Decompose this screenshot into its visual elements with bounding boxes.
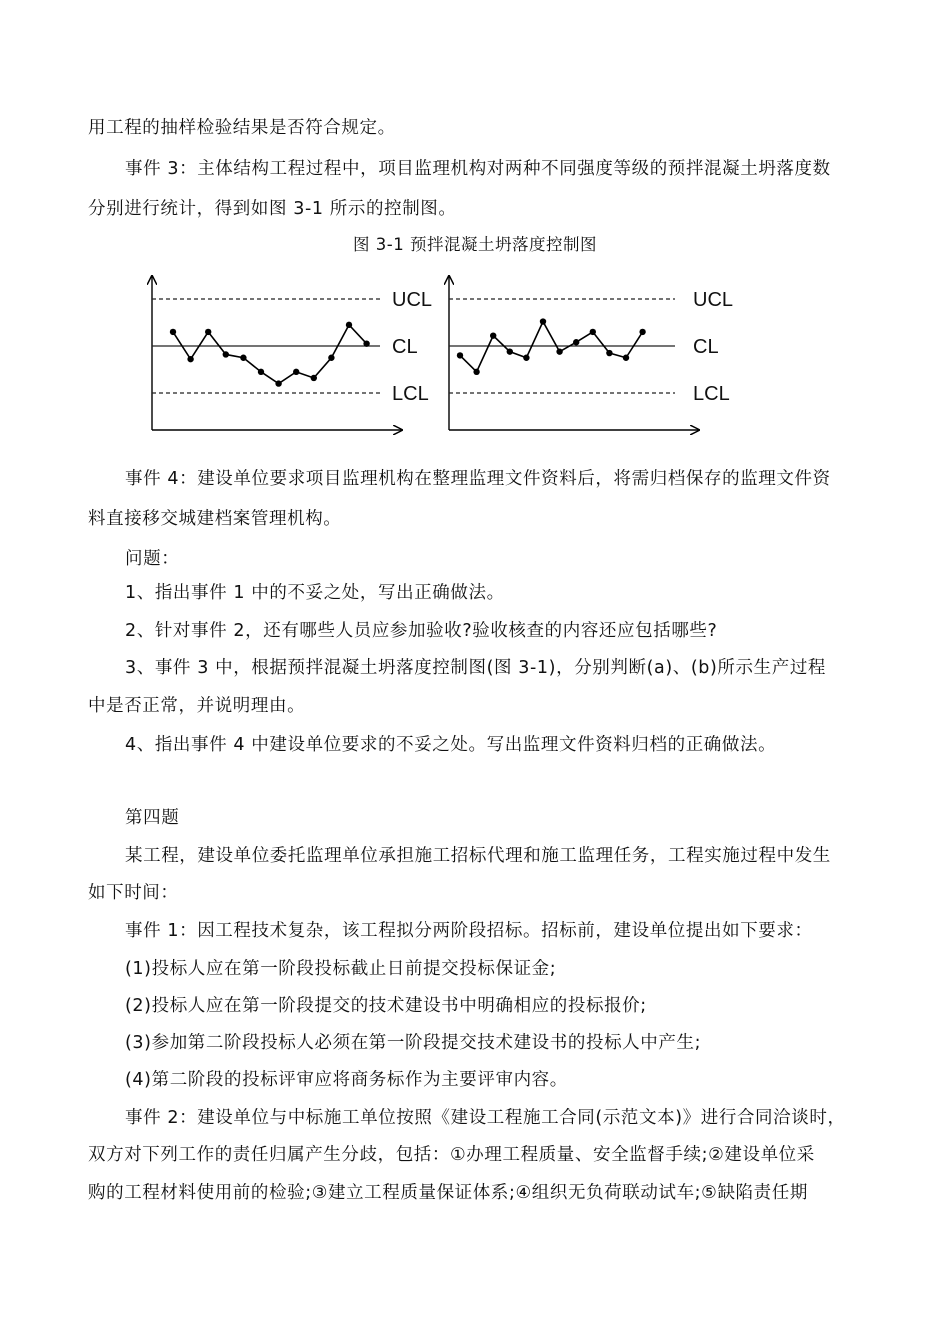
question-item: 2、针对事件 2，还有哪些人员应参加验收?验收核查的内容还应包括哪些? bbox=[125, 621, 718, 641]
ucl-label: UCL bbox=[693, 289, 734, 311]
data-point bbox=[540, 318, 546, 324]
list-item: (4)第二阶段的投标评审应将商务标作为主要评审内容。 bbox=[125, 1070, 568, 1090]
data-point bbox=[328, 355, 334, 361]
question-item: 3、事件 3 中，根据预拌混凝土坍落度控制图(图 3-1)，分别判断(a)、(b)所示生产过程 bbox=[125, 658, 827, 678]
lcl-label: LCL bbox=[392, 383, 429, 405]
question-item: 1、指出事件 1 中的不妥之处，写出正确做法。 bbox=[125, 583, 505, 603]
paragraph-line: 中是否正常，并说明理由。 bbox=[88, 696, 306, 716]
data-point bbox=[490, 332, 496, 338]
question-heading: 问题： bbox=[125, 549, 180, 569]
cl-label: CL bbox=[392, 336, 418, 358]
paragraph-line: 事件 3：主体结构工程过程中，项目监理机构对两种不同强度等级的预拌混凝土坍落度数 bbox=[125, 159, 831, 179]
control-chart-a bbox=[152, 276, 432, 430]
data-point bbox=[623, 355, 629, 361]
data-point bbox=[240, 355, 246, 361]
ucl-label: UCL bbox=[392, 289, 433, 311]
data-point bbox=[473, 369, 479, 375]
paragraph-line: 料直接移交城建档案管理机构。 bbox=[88, 509, 342, 529]
list-item: (3)参加第二阶段投标人必须在第一阶段提交技术建设书的投标人中产生; bbox=[125, 1033, 702, 1053]
paragraph-line: 如下时间： bbox=[88, 883, 179, 903]
data-point bbox=[507, 348, 513, 354]
paragraph-line: 分别进行统计，得到如图 3-1 所示的控制图。 bbox=[88, 199, 457, 219]
data-point bbox=[275, 380, 281, 386]
paragraph-line: 事件 2：建设单位与中标施工单位按照《建设工程施工合同(示范文本)》进行合同洽谈时， bbox=[125, 1108, 846, 1128]
data-point bbox=[363, 340, 369, 346]
paragraph-line: 事件 1：因工程技术复杂，该工程拟分两阶段招标。招标前，建设单位提出如下要求： bbox=[125, 921, 813, 941]
data-point bbox=[523, 355, 529, 361]
data-point bbox=[606, 350, 612, 356]
paragraph-line: 事件 4：建设单位要求项目监理机构在整理监理文件资料后，将需归档保存的监理文件资 bbox=[125, 469, 831, 489]
paragraph-line: 购的工程材料使用前的检验;③建立工程质量保证体系;④组织无负荷联动试车;⑤缺陷责任期 bbox=[88, 1183, 808, 1203]
lcl-label: LCL bbox=[693, 383, 730, 405]
data-point bbox=[590, 329, 596, 335]
question-item: 4、指出事件 4 中建设单位要求的不妥之处。写出监理文件资料归档的正确做法。 bbox=[125, 735, 777, 755]
data-point bbox=[293, 369, 299, 375]
data-point bbox=[187, 356, 193, 362]
control-chart-b bbox=[449, 276, 733, 430]
data-point bbox=[223, 351, 229, 357]
section-heading: 第四题 bbox=[125, 808, 180, 828]
data-point bbox=[170, 329, 176, 335]
series-line bbox=[173, 325, 367, 384]
paragraph-line: 用工程的抽样检验结果是否符合规定。 bbox=[88, 118, 396, 138]
data-point bbox=[311, 375, 317, 381]
data-point bbox=[457, 352, 463, 358]
cl-label: CL bbox=[693, 336, 719, 358]
data-point bbox=[556, 348, 562, 354]
data-point bbox=[573, 339, 579, 345]
data-point bbox=[205, 329, 211, 335]
paragraph-line: 某工程，建设单位委托监理单位承担施工招标代理和施工监理任务，工程实施过程中发生 bbox=[125, 846, 831, 866]
data-point bbox=[258, 369, 264, 375]
series-line bbox=[460, 322, 643, 372]
figure-caption: 图 3-1 预拌混凝土坍落度控制图 bbox=[353, 235, 597, 254]
list-item: (1)投标人应在第一阶段投标截止日前提交投标保证金; bbox=[125, 959, 557, 979]
paragraph-line: 双方对下列工作的责任归属产生分歧，包括：①办理工程质量、安全监督手续;②建设单位采 bbox=[88, 1145, 815, 1165]
control-chart-figure bbox=[140, 268, 780, 438]
data-point bbox=[639, 329, 645, 335]
list-item: (2)投标人应在第一阶段提交的技术建设书中明确相应的投标报价; bbox=[125, 996, 647, 1016]
data-point bbox=[346, 322, 352, 328]
